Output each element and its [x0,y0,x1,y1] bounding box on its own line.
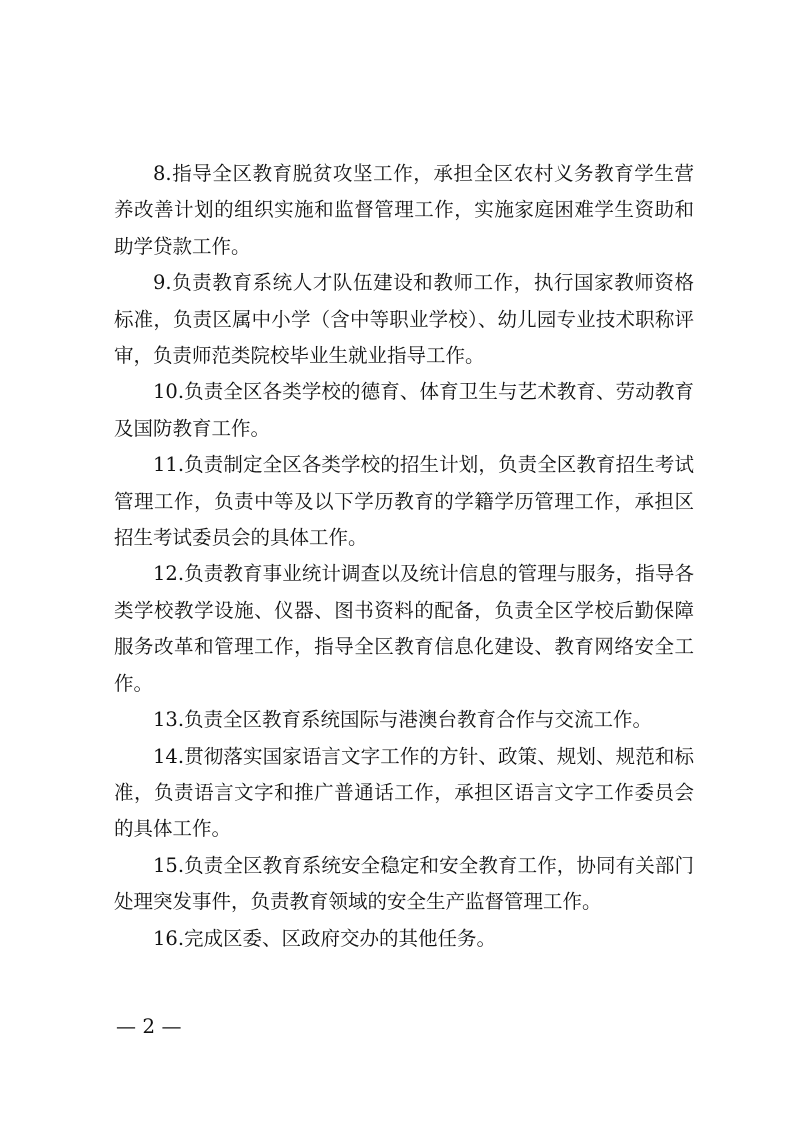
page-number: — 2 — [116,1014,182,1038]
paragraph-item-15: 15.负责全区教育系统安全稳定和安全教育工作，协同有关部门处理突发事件，负责教育领域的安全生产监督管理工作。 [114,853,694,914]
document-body [114,156,694,957]
paragraph-item-13: 13.负责全区教育系统国际与港澳台教育合作与交流工作。 [153,708,653,732]
paragraph-item-14: 14.贯彻落实国家语言文字工作的方针、政策、规划、规范和标准，负责语言文字和推广普通话工作，承担区语言文字工作委员会的具体工作。 [114,744,694,841]
paragraph-item-16: 16.完成区委、区政府交办的其他任务。 [153,926,497,950]
paragraph-item-10: 10.负责全区各类学校的德育、体育卫生与艺术教育、劳动教育及国防教育工作。 [114,380,694,440]
paragraph-item-12: 12.负责教育事业统计调查以及统计信息的管理与服务，指导各类学校教学设施、仪器、图书资料的配备，负责全区学校后勤保障服务改革和管理工作，指导全区教育信息化建设、教育网络安全工作。 [114,562,694,695]
paragraph-item-8: 8.指导全区教育脱贫攻坚工作，承担全区农村义务教育学生营养改善计划的组织实施和监督管理工作，实施家庭困难学生资助和助学贷款工作。 [114,162,694,258]
paragraph-item-9: 9.负责教育系统人才队伍建设和教师工作，执行国家教师资格标准，负责区属中小学（含中等职业学校）、幼儿园专业技术职称评审，负责师范类院校毕业生就业指导工作。 [114,271,694,368]
paragraph-item-11: 11.负责制定全区各类学校的招生计划，负责全区教育招生考试管理工作，负责中等及以下学历教育的学籍学历管理工作，承担区招生考试委员会的具体工作。 [114,453,694,550]
